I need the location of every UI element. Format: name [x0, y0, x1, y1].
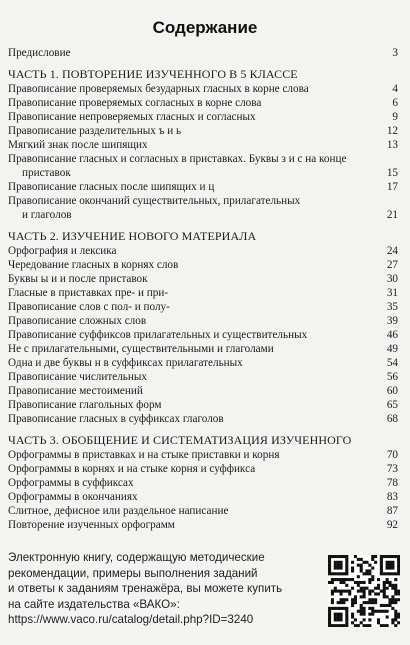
toc-page-number: 27: [386, 259, 398, 271]
toc-page-number: 87: [386, 505, 398, 517]
toc-page-number: 6: [392, 97, 398, 109]
ebook-notice-line: Электронную книгу, содержащую методические: [8, 551, 265, 564]
toc-entry[interactable]: [8, 370, 398, 384]
toc-page-number: 15: [386, 167, 398, 179]
toc-page-number: 24: [386, 245, 398, 257]
toc-page-number: 68: [386, 413, 398, 425]
toc-entry[interactable]: [8, 342, 398, 356]
toc-entry[interactable]: [8, 258, 398, 272]
ebook-notice-line: на сайте издательства «ВАКО»:: [8, 597, 180, 611]
toc-entry[interactable]: [8, 518, 398, 532]
toc-entry[interactable]: [8, 448, 398, 462]
part-heading: ЧАСТЬ 2. ИЗУЧЕНИЕ НОВОГО МАТЕРИАЛА: [8, 229, 257, 243]
toc-entry-text: Правописание непроверяемых гласных и согласных: [8, 111, 256, 123]
toc-entry[interactable]: [8, 96, 398, 110]
toc-entry[interactable]: [8, 194, 398, 222]
toc-entry-text: Не с прилагательными, существительными и глаголами: [8, 343, 274, 355]
ebook-notice-line: рекомендации, примеры выполнения заданий: [8, 566, 258, 580]
toc-page-number: 73: [386, 463, 398, 475]
toc-entry-text: Предисловие: [8, 47, 71, 59]
toc-page-number: 60: [386, 385, 398, 397]
toc-entry[interactable]: [8, 272, 398, 286]
part-1: [8, 67, 398, 222]
toc-page-number: 46: [386, 329, 398, 341]
toc-entry-text: Гласные в приставках пре- и при-: [8, 287, 169, 299]
toc-page-number: 65: [386, 399, 398, 411]
toc-page-number: 39: [386, 315, 398, 327]
toc-entry[interactable]: [8, 328, 398, 342]
toc-entry[interactable]: [8, 124, 398, 138]
toc-page-number: 70: [386, 449, 398, 461]
toc-page-number: 49: [386, 343, 398, 355]
toc-page-number: 17: [386, 181, 398, 193]
toc-page-number: 9: [392, 111, 398, 123]
toc-entry-text: Правописание проверяемых безударных гласных в корне слова: [8, 83, 309, 95]
toc-entry-text: Повторение изученных орфограмм: [8, 519, 175, 531]
ebook-notice-line: и ответы к заданиям тренажёра, вы можете купить: [8, 582, 283, 595]
table-of-contents: [8, 46, 398, 532]
toc-page-number: 21: [386, 209, 398, 221]
toc-entry-text: Правописание окончаний существительных, прилагательных: [8, 195, 301, 207]
toc-entry-text: Правописание разделительных ъ и ь: [8, 125, 182, 137]
toc-entry[interactable]: [8, 244, 398, 258]
toc-entry-text-continued: приставок: [22, 167, 71, 179]
part-2: [8, 229, 398, 426]
toc-page-number: 35: [386, 301, 398, 313]
toc-entry[interactable]: [8, 490, 398, 504]
toc-page-number: 31: [386, 287, 398, 299]
qr-code-icon[interactable]: [328, 555, 400, 627]
toc-entry-text: Орфограммы в приставках и на стыке приставки и корня: [8, 449, 280, 461]
part-heading: ЧАСТЬ 3. ОБОБЩЕНИЕ И СИСТЕМАТИЗАЦИЯ ИЗУЧЕННОГО: [8, 433, 352, 447]
toc-entry[interactable]: [8, 138, 398, 152]
toc-entry[interactable]: [8, 82, 398, 96]
toc-page-number: 12: [386, 125, 398, 137]
toc-entry-text-continued: и глаголов: [22, 209, 72, 221]
toc-entry[interactable]: [8, 504, 398, 518]
toc-entry-text: Правописание слов с пол- и полу-: [8, 301, 170, 313]
toc-entry[interactable]: [8, 110, 398, 124]
toc-entry[interactable]: [8, 286, 398, 300]
toc-entry[interactable]: [8, 300, 398, 314]
toc-entry[interactable]: [8, 384, 398, 398]
part-heading: ЧАСТЬ 1. ПОВТОРЕНИЕ ИЗУЧЕННОГО В 5 КЛАССЕ: [8, 67, 298, 81]
toc-entry-text: Правописание гласных после шипящих и ц: [8, 181, 215, 193]
toc-page-number: 78: [386, 477, 398, 489]
ebook-notice: [8, 550, 318, 628]
toc-entry-text: Правописание сложных слов: [8, 315, 147, 327]
toc-entry[interactable]: [8, 476, 398, 490]
toc-page-number: 83: [386, 491, 398, 503]
toc-entry-text: Правописание гласных и согласных в приставках. Буквы з и с на конце: [8, 153, 347, 165]
toc-entry[interactable]: [8, 412, 398, 426]
page-title: Содержание: [152, 18, 258, 37]
toc-page-number: 3: [392, 47, 398, 59]
toc-entry[interactable]: [8, 462, 398, 476]
toc-entry-preface[interactable]: [8, 46, 398, 60]
toc-entry[interactable]: [8, 398, 398, 412]
toc-entry-text: Орфограммы в суффиксах: [8, 477, 134, 489]
toc-page-number: 92: [386, 519, 398, 531]
toc-entry-text: Правописание проверяемых согласных в корне слова: [8, 97, 262, 109]
toc-entry-text: Чередование гласных в корнях слов: [8, 259, 179, 271]
toc-entry-text: Орфограммы в окончаниях: [8, 491, 138, 503]
toc-entry-text: Орфограммы в корнях и на стыке корня и суффикса: [8, 463, 256, 475]
toc-entry-text: Орфография и лексика: [8, 245, 117, 257]
toc-entry[interactable]: [8, 356, 398, 370]
toc-entry-text: Правописание гласных в суффиксах глаголов: [8, 413, 224, 425]
toc-entry-text: Правописание суффиксов прилагательных и существительных: [8, 329, 308, 341]
part-3: [8, 433, 398, 532]
toc-entry-text: Одна и две буквы н в суффиксах прилагательных: [8, 357, 243, 369]
toc-page-number: 56: [386, 371, 398, 383]
toc-page-number: 13: [386, 139, 398, 151]
toc-entry-text: Правописание глагольных форм: [8, 399, 162, 411]
toc-entry-text: Слитное, дефисное или раздельное написание: [8, 505, 229, 517]
toc-page-number: 4: [392, 83, 398, 95]
toc-page-number: 54: [386, 357, 398, 369]
toc-entry-text: Правописание числительных: [8, 371, 148, 383]
toc-entry[interactable]: [8, 180, 398, 194]
toc-page-number: 30: [386, 273, 398, 285]
ebook-url-link[interactable]: https://www.vaco.ru/catalog/detail.php?ID=3240: [8, 613, 254, 626]
toc-entry[interactable]: [8, 152, 398, 180]
toc-entry-text: Буквы ы и и после приставок: [8, 273, 148, 285]
toc-entry[interactable]: [8, 314, 398, 328]
toc-entry-text: Мягкий знак после шипящих: [8, 139, 148, 151]
toc-entry-text: Правописание местоимений: [8, 385, 143, 397]
